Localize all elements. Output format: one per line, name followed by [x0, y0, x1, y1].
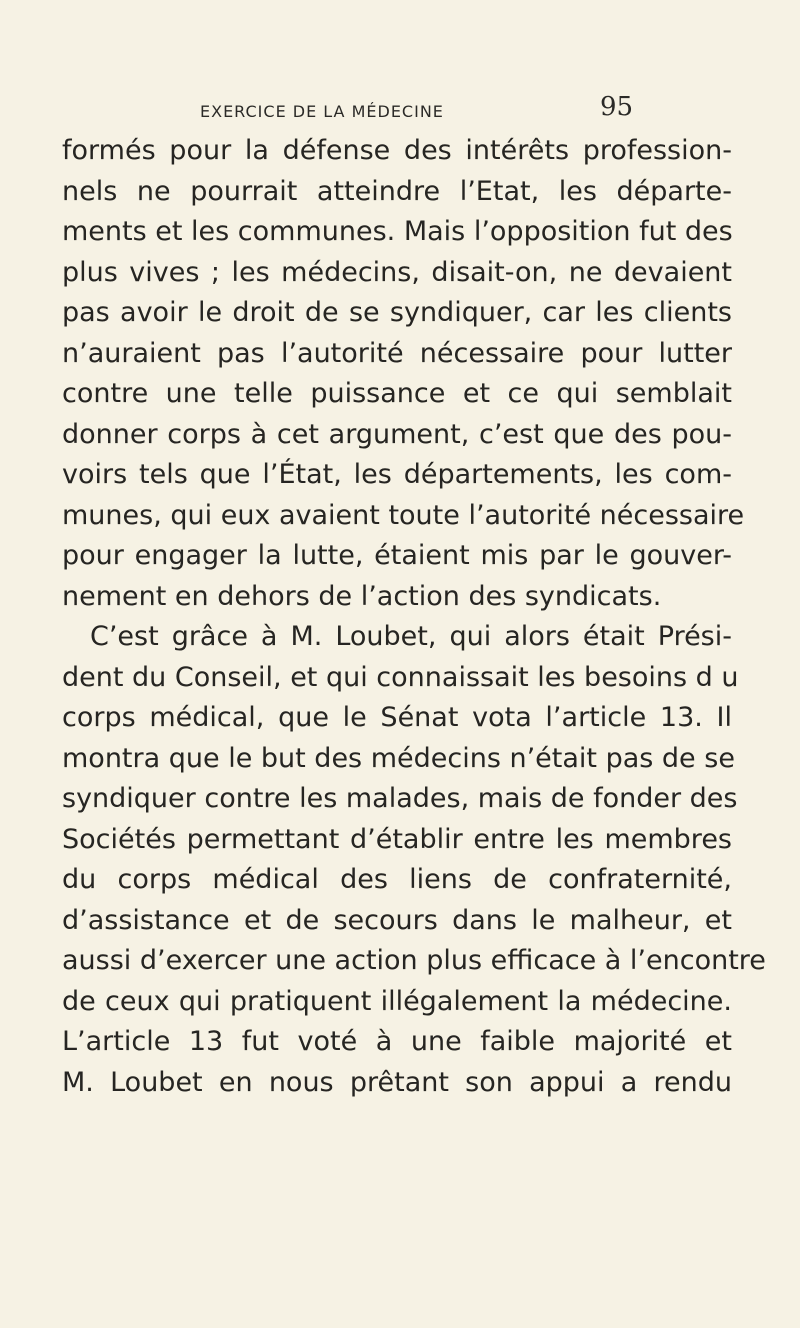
body-text — [62, 131, 766, 1103]
text-line: voirs tels que l’État, les départements, les com- — [62, 459, 732, 490]
text-line: munes, qui eux avaient toute l’autorité nécessaire — [62, 499, 745, 531]
text-line: plus vives ; les médecins, disait-on, ne devaient — [62, 256, 732, 288]
text-line: nement en dehors de l’action des syndicats. — [62, 580, 662, 612]
text-line: pas avoir le droit de se syndiquer, car les clients — [62, 297, 732, 328]
text-line: d’assistance et de secours dans le malheur, et — [62, 904, 732, 936]
text-line: C’est grâce à M. Loubet, qui alors était Prési- — [90, 621, 732, 652]
text-line: M. Loubet en nous prêtant son appui a rendu — [62, 1066, 732, 1098]
text-line: pour engager la lutte, étaient mis par le gouver- — [62, 540, 732, 571]
text-line: contre une telle puissance et ce qui semblait — [62, 378, 732, 409]
text-line: aussi d’exercer une action plus efficace à l’encontre — [62, 945, 766, 976]
text-line: Sociétés permettant d’établir entre les membres — [62, 823, 732, 855]
text-line: corps médical, que le Sénat vota l’article 13. Il — [62, 702, 732, 733]
text-line: ments et les communes. Mais l’opposition fut des — [62, 216, 733, 247]
text-line: L’article 13 fut voté à une faible majorité et — [62, 1026, 732, 1057]
running-title: EXERCICE DE LA MÉDECINE — [200, 102, 444, 121]
text-line: de ceux qui pratiquent illégalement la médecine. — [62, 985, 732, 1017]
text-line: dent du Conseil, et qui connaissait les besoins d u — [62, 661, 739, 693]
text-line: formés pour la défense des intérêts profession- — [62, 135, 732, 166]
text-line: donner corps à cet argument, c’est que des pou- — [62, 418, 732, 450]
text-line: syndiquer contre les malades, mais de fonder des — [62, 783, 738, 814]
text-line: du corps médical des liens de confraternité, — [62, 864, 732, 895]
page-number: 95 — [600, 92, 634, 122]
text-line: montra que le but des médecins n’était pas de se — [62, 742, 735, 774]
text-line: n’auraient pas l’autorité nécessaire pour lutter — [62, 337, 732, 369]
running-header — [0, 88, 800, 128]
text-line: nels ne pourrait atteindre l’Etat, les départe- — [62, 175, 732, 207]
